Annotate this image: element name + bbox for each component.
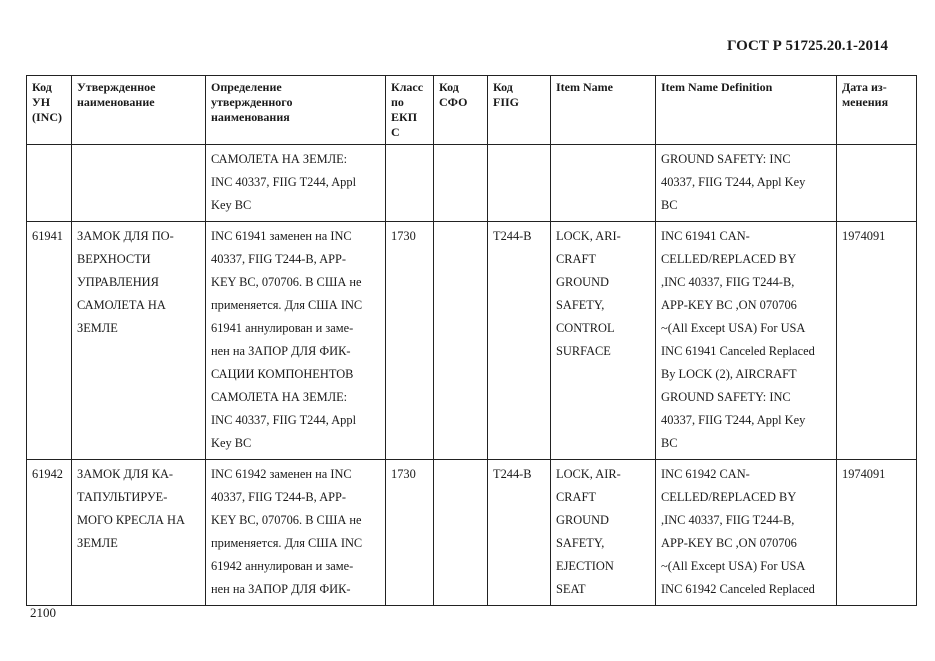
page-number: 2100	[30, 605, 56, 620]
cell-item-definition: INC 61941 CAN- CELLED/REPLACED BY ,INC 40337, FIIG T244-B, APP-KEY BC ,ON 070706 ~(All Except USA) For USA INC 61941 Canceled Replaced By LOCK (2), AIRCRAFT GROUND SAFETY: INC 40337, FIIG T244, Appl Key BC	[656, 222, 837, 460]
cell-change-date: 1974091	[837, 460, 917, 606]
cell-inc: 61942	[27, 460, 72, 606]
cell-approved-name	[72, 145, 206, 222]
cell-change-date: 1974091	[837, 222, 917, 460]
cell-fiig: T244-B	[488, 460, 551, 606]
cell-definition: САМОЛЕТА НА ЗЕМЛЕ: INC 40337, FIIG T244, Appl Key BC	[206, 145, 386, 222]
cell-class: 1730	[386, 222, 434, 460]
col-header-fiig: Код FIIG	[488, 76, 551, 145]
cell-class: 1730	[386, 460, 434, 606]
cell-fiig: T244-B	[488, 222, 551, 460]
col-header-change-date: Дата из- менения	[837, 76, 917, 145]
cell-inc	[27, 145, 72, 222]
cell-definition: INC 61942 заменен на INC 40337, FIIG T244-B, APP- KEY BC, 070706. В США не применяется. Для США INC 61942 аннулирован и заме- нен на ЗАПОР ДЛЯ ФИК-	[206, 460, 386, 606]
table-row	[27, 145, 917, 222]
nomenclature-table	[26, 75, 917, 606]
cell-approved-name: ЗАМОК ДЛЯ ПО- ВЕРХНОСТИ УПРАВЛЕНИЯ САМОЛЕТА НА ЗЕМЛЕ	[72, 222, 206, 460]
cell-change-date	[837, 145, 917, 222]
col-header-class: Класс по ЕКП С	[386, 76, 434, 145]
cell-definition: INC 61941 заменен на INC 40337, FIIG T244-B, APP- KEY BC, 070706. В США не применяется. Для США INC 61941 аннулирован и заме- нен на ЗАПОР ДЛЯ ФИК- САЦИИ КОМПОНЕНТОВ САМОЛЕТА НА ЗЕМЛЕ: INC 40337, FIIG T244, Appl Key BC	[206, 222, 386, 460]
cell-inc: 61941	[27, 222, 72, 460]
cell-item-definition: INC 61942 CAN- CELLED/REPLACED BY ,INC 40337, FIIG T244-B, APP-KEY BC ,ON 070706 ~(All Except USA) For USA INC 61942 Canceled Replaced	[656, 460, 837, 606]
cell-fiig	[488, 145, 551, 222]
col-header-approved-name: Утвержденное наименование	[72, 76, 206, 145]
cell-item-name: LOCK, ARI- CRAFT GROUND SAFETY, CONTROL SURFACE	[551, 222, 656, 460]
cell-sfo	[434, 145, 488, 222]
col-header-item-name: Item Name	[551, 76, 656, 145]
standard-header: ГОСТ Р 51725.20.1-2014	[726, 38, 888, 54]
cell-item-name: LOCK, AIR- CRAFT GROUND SAFETY, EJECTION SEAT	[551, 460, 656, 606]
cell-class	[386, 145, 434, 222]
col-header-definition: Определение утвержденного наименования	[206, 76, 386, 145]
cell-approved-name: ЗАМОК ДЛЯ КА- ТАПУЛЬТИРУЕ- МОГО КРЕСЛА НА ЗЕМЛЕ	[72, 460, 206, 606]
col-header-inc: Код УН (INC)	[27, 76, 72, 145]
table-header-row	[27, 76, 917, 145]
cell-sfo	[434, 222, 488, 460]
col-header-item-definition: Item Name Definition	[656, 76, 837, 145]
cell-item-definition: GROUND SAFETY: INC 40337, FIIG T244, Appl Key BC	[656, 145, 837, 222]
col-header-sfo: Код СФО	[434, 76, 488, 145]
cell-sfo	[434, 460, 488, 606]
table-row	[27, 222, 917, 460]
cell-item-name	[551, 145, 656, 222]
table-row	[27, 460, 917, 606]
